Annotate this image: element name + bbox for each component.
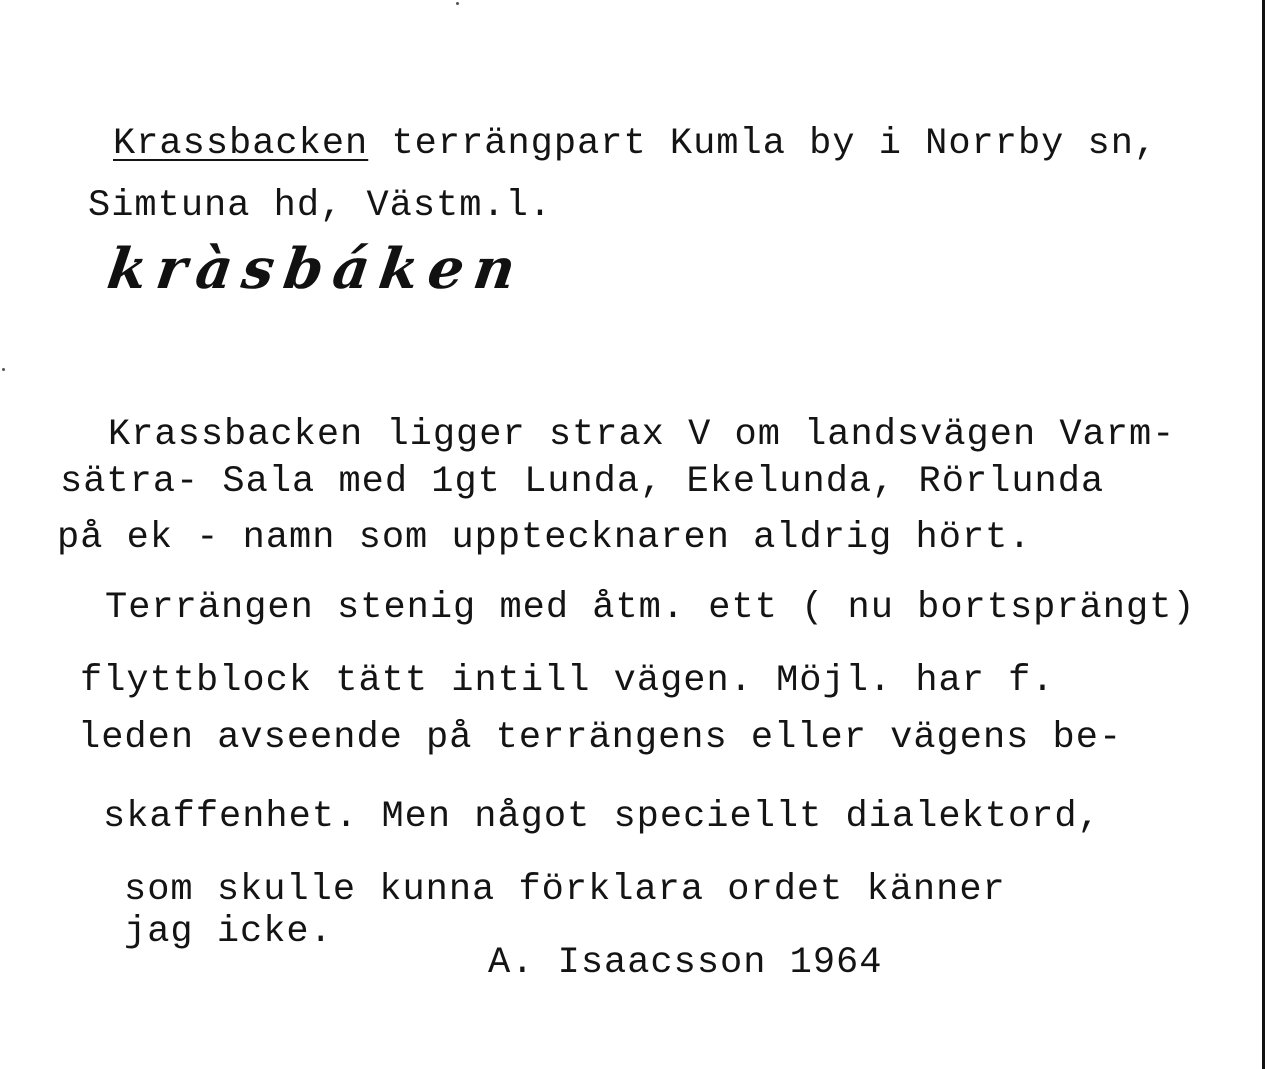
phonetic-transcription: kràsbáken	[103, 236, 530, 302]
card-heading	[113, 124, 1157, 164]
signature: A. Isaacsson 1964	[488, 942, 883, 984]
body-line-2: sätra- Sala med 1gt Lunda, Ekelunda, Rörlunda	[60, 461, 1105, 503]
body-line-6: leden avseende på terrängens eller vägens be-	[78, 717, 1123, 759]
body-line-1: Krassbacken ligger strax V om landsvägen Varm-	[108, 414, 1176, 456]
body-line-5: flyttblock tätt intill vägen. Möjl. har f.	[80, 660, 1055, 702]
body-line-4: Terrängen stenig med åtm. ett ( nu bortsprängt)	[105, 587, 1196, 629]
heading-location: Simtuna hd, Västm.l.	[88, 185, 553, 227]
body-line-8: som skulle kunna förklara ordet känner	[124, 869, 1006, 911]
place-name: Krassbacken	[113, 123, 369, 165]
heading-description: terrängpart Kumla by i Norrby sn,	[368, 123, 1158, 165]
body-line-3: på ek - namn som upptecknaren aldrig hört.	[57, 517, 1032, 559]
body-line-9: jag icke.	[124, 911, 333, 953]
card-edge-line	[1262, 0, 1265, 1069]
body-line-7: skaffenhet. Men något speciellt dialektord,	[103, 796, 1101, 838]
scan-speck	[2, 368, 5, 371]
scan-speck	[456, 2, 459, 5]
